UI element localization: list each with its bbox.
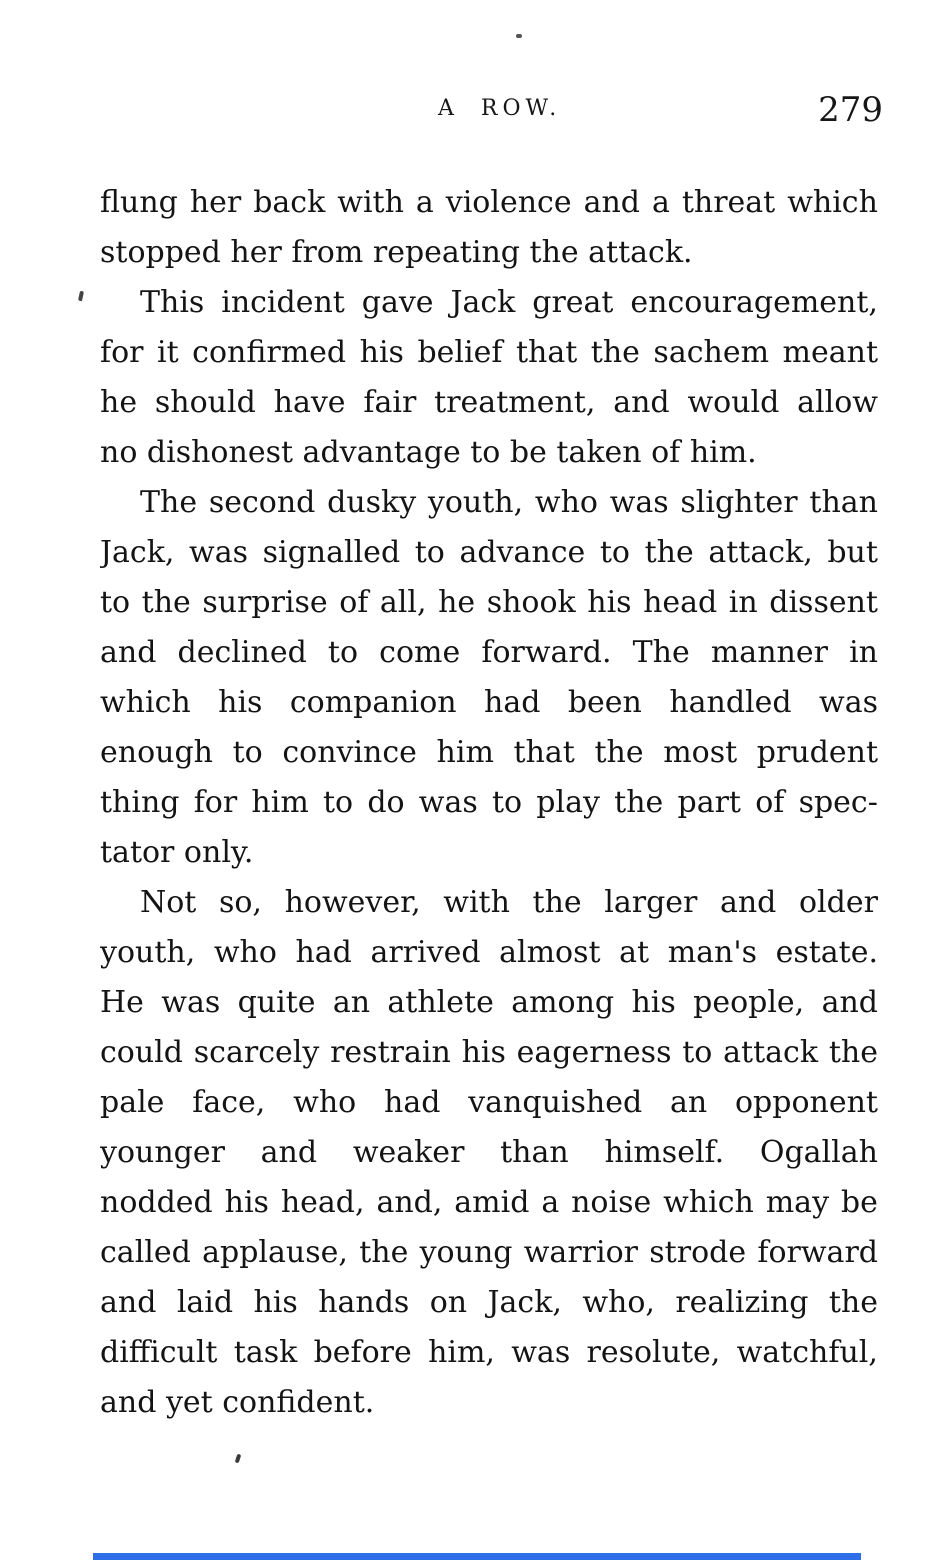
text-line: youth, who had arrived almost at man's estate.	[100, 935, 878, 970]
text-line: The second dusky youth, who was slighter than	[140, 485, 878, 520]
scan-speck-bottom	[235, 1454, 242, 1464]
text-line: for it confirmed his belief that the sachem meant	[100, 335, 878, 370]
text-line: stopped her from repeating the attack.	[100, 235, 693, 270]
bottom-bar	[93, 1553, 861, 1560]
text-line: tator only.	[100, 835, 254, 870]
text-line: younger and weaker than himself. Ogallah	[100, 1135, 878, 1170]
text-line: and laid his hands on Jack, who, realizing the	[100, 1285, 878, 1320]
scan-speck-top	[516, 34, 522, 38]
text-line: flung her back with a violence and a threat which	[100, 185, 878, 220]
text-line: Jack, was signalled to advance to the attack, but	[100, 535, 878, 570]
text-line: which his companion had been handled was	[100, 685, 878, 720]
running-header	[0, 90, 945, 130]
text-line: nodded his head, and, amid a noise which may be	[100, 1185, 878, 1220]
text-line: he should have fair treatment, and would allow	[100, 385, 878, 420]
text-line: no dishonest advantage to be taken of him.	[100, 435, 757, 470]
text-line: difficult task before him, was resolute, watchful,	[100, 1335, 878, 1370]
text-line: and yet confident.	[100, 1385, 375, 1420]
running-title: A ROW.	[438, 96, 562, 121]
text-line: could scarcely restrain his eagerness to attack the	[100, 1035, 878, 1070]
text-line: He was quite an athlete among his people, and	[100, 985, 878, 1020]
text-line: to the surprise of all, he shook his head in dissent	[100, 585, 878, 620]
text-line: thing for him to do was to play the part of spec-	[100, 785, 878, 820]
text-line: and declined to come forward. The manner in	[100, 635, 878, 670]
scan-speck-left-margin	[78, 291, 84, 302]
text-line: called applause, the young warrior strode forward	[100, 1235, 878, 1270]
text-block	[100, 178, 878, 1428]
page-number: 279	[818, 90, 883, 130]
text-line: pale face, who had vanquished an opponent	[100, 1085, 878, 1120]
text-line: enough to convince him that the most prudent	[100, 735, 878, 770]
text-line: This incident gave Jack great encouragement,	[140, 285, 878, 320]
text-line: Not so, however, with the larger and older	[140, 885, 878, 920]
